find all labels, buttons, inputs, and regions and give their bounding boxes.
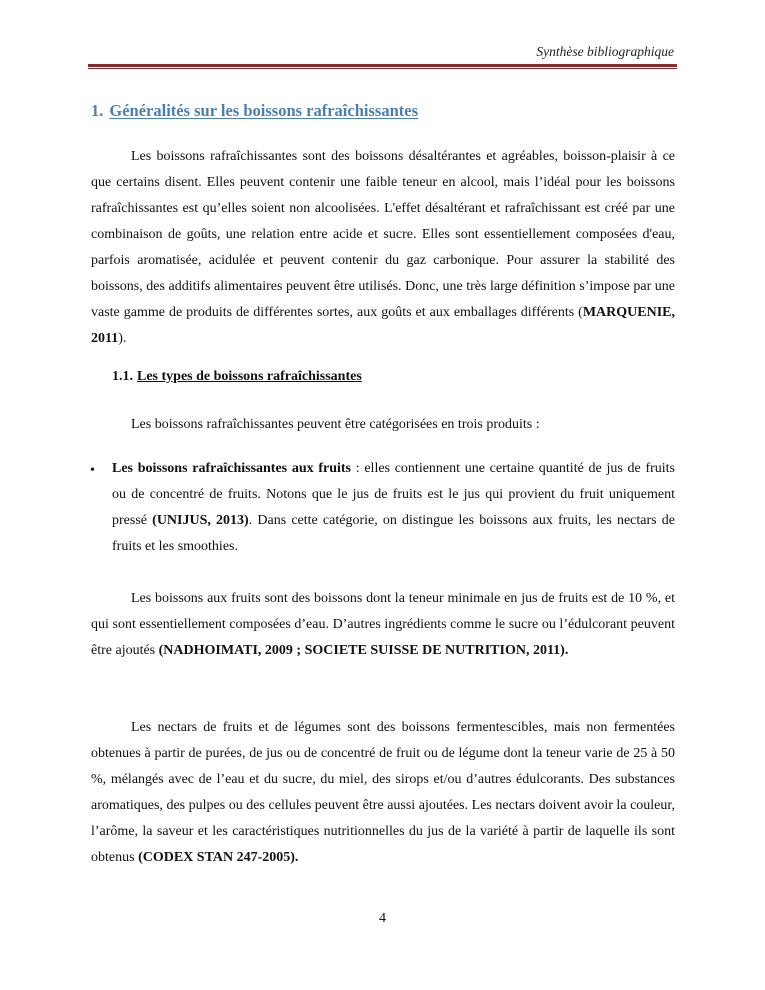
bullet-text-1: : elles contiennent une certaine quantité de jus de fruits ou de concentré de fruits. Notons que le jus de fruits est le jus qui provient du fruit uniquement pressé	[112, 461, 675, 528]
section-title: Généralités sur les boissons rafraîchissantes	[109, 101, 418, 120]
nectars-citation: (CODEX STAN 247-2005).	[138, 850, 299, 865]
section-heading	[91, 101, 418, 121]
intro-text: Les boissons rafraîchissantes sont des boissons désaltérantes et agréables, boisson-plaisir à ce que certains disent. Elles peuvent contenir une faible teneur en alcool, mais l’idéal pour les boissons rafraîchissantes est qu’elles soient non alcoolisées. L'effet désaltérant et rafraîchissant est créé par une combinaison de goûts, une relation entre acide et sucre. Elles sont essentiellement composées d'eau, parfois aromatisée, acidulée et peuvent contenir du gaz carbonique. Pour assurer la stabilité des boissons, des additifs alimentaires peuvent être utilisés. Donc, une très large définition s’impose par une vaste gamme de produits de différentes sortes, aux goûts et aux emballages différents (	[91, 149, 675, 320]
bullet-citation: (UNIJUS, 2013)	[152, 513, 249, 528]
intro-paragraph	[91, 144, 675, 352]
fruit-drinks-text: Les boissons aux fruits sont des boissons dont la teneur minimale en jus de fruits est de 10 %, et qui sont essentiellement composées d’eau. D’autres ingrédients comme le sucre ou l’édulcorant peuvent être ajoutés	[91, 591, 675, 658]
fruit-drinks-citation: (NADHOIMATI, 2009 ; SOCIETE SUISSE DE NUTRITION, 2011).	[158, 643, 569, 658]
intro-end: ).	[118, 331, 127, 346]
bullet-text-2: . Dans cette catégorie, on distingue les boissons aux fruits, les nectars de fruits et les smoothies.	[112, 513, 675, 554]
running-header: Synthèse bibliographique	[536, 44, 674, 59]
subsection-heading	[112, 369, 362, 385]
intro-citation: MARQUENIE, 2011	[91, 305, 675, 346]
page-number: 4	[379, 911, 386, 926]
bullet-paragraph	[112, 456, 675, 560]
subsection-number: 1.1.	[112, 369, 133, 384]
header-rule-thin	[88, 68, 677, 69]
section-number: 1.	[91, 101, 104, 120]
bullet-term: Les boissons rafraîchissantes aux fruits	[112, 461, 352, 476]
bullet-marker: •	[90, 463, 95, 478]
nectars-paragraph	[91, 715, 675, 871]
fruit-drinks-paragraph	[91, 586, 675, 664]
subsection-title: Les types de boissons rafraîchissantes	[137, 369, 362, 384]
nectars-text: Les nectars de fruits et de légumes sont des boissons fermentescibles, mais non fermentées obtenues à partir de purées, de jus ou de concentré de fruit ou de légume dont la teneur varie de 25 à 50 %, mélangés avec de l’eau et du sucre, du miel, des sirops et/ou d’autres édulcorants. Des substances aromatiques, des pulpes ou des cellules peuvent être aussi ajoutées. Les nectars doivent avoir la couleur, l’arôme, la saveur et les caractéristiques nutritionnelles du jus de la variété à partir de laquelle ils sont obtenus	[91, 720, 675, 865]
header-rule	[88, 64, 677, 67]
categories-intro: Les boissons rafraîchissantes peuvent être catégorisées en trois produits :	[131, 417, 540, 432]
